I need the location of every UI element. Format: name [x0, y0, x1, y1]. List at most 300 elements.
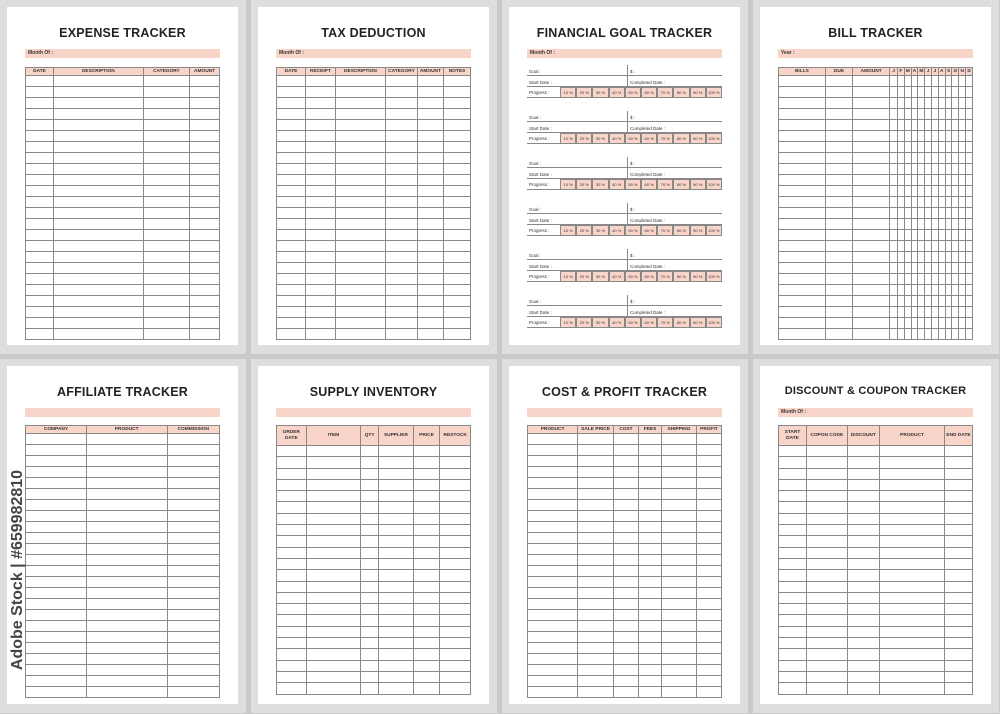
table-cell[interactable]: [167, 687, 220, 698]
table-cell[interactable]: [190, 109, 220, 120]
table-cell[interactable]: [932, 98, 939, 109]
table-cell[interactable]: [417, 263, 443, 274]
table-cell[interactable]: [890, 263, 898, 274]
table-cell[interactable]: [638, 665, 661, 676]
table-cell[interactable]: [779, 649, 807, 660]
table-cell[interactable]: [305, 208, 335, 219]
progress-cell[interactable]: 70 %: [657, 87, 673, 98]
table-cell[interactable]: [911, 263, 918, 274]
table-cell[interactable]: [578, 588, 614, 599]
table-cell[interactable]: [890, 241, 898, 252]
table-cell[interactable]: [638, 588, 661, 599]
table-cell[interactable]: [945, 98, 952, 109]
table-cell[interactable]: [443, 197, 470, 208]
table-cell[interactable]: [662, 566, 697, 577]
table-cell[interactable]: [578, 522, 614, 533]
table-cell[interactable]: [26, 230, 54, 241]
table-cell[interactable]: [443, 307, 470, 318]
table-cell[interactable]: [413, 649, 440, 660]
table-cell[interactable]: [853, 98, 890, 109]
table-cell[interactable]: [277, 252, 306, 263]
table-cell[interactable]: [443, 120, 470, 131]
table-cell[interactable]: [897, 318, 904, 329]
table-cell[interactable]: [806, 660, 847, 671]
table-cell[interactable]: [966, 329, 973, 340]
table-cell[interactable]: [528, 478, 578, 489]
table-cell[interactable]: [925, 76, 932, 87]
table-cell[interactable]: [945, 457, 973, 468]
table-cell[interactable]: [305, 98, 335, 109]
table-cell[interactable]: [932, 197, 939, 208]
table-cell[interactable]: [386, 252, 418, 263]
table-cell[interactable]: [880, 592, 945, 603]
table-cell[interactable]: [938, 307, 945, 318]
table-cell[interactable]: [86, 599, 167, 610]
table-cell[interactable]: [578, 687, 614, 698]
table-cell[interactable]: [925, 230, 932, 241]
table-cell[interactable]: [638, 632, 661, 643]
table-cell[interactable]: [53, 153, 143, 164]
table-cell[interactable]: [443, 318, 470, 329]
table-cell[interactable]: [959, 252, 966, 263]
table-cell[interactable]: [440, 626, 471, 637]
table-cell[interactable]: [806, 457, 847, 468]
table-cell[interactable]: [306, 468, 360, 479]
table-cell[interactable]: [911, 219, 918, 230]
table-cell[interactable]: [662, 610, 697, 621]
table-cell[interactable]: [662, 456, 697, 467]
table-cell[interactable]: [440, 570, 471, 581]
table-cell[interactable]: [853, 186, 890, 197]
table-cell[interactable]: [890, 98, 898, 109]
table-cell[interactable]: [190, 241, 220, 252]
table-cell[interactable]: [305, 274, 335, 285]
table-cell[interactable]: [613, 687, 638, 698]
table-cell[interactable]: [578, 654, 614, 665]
table-cell[interactable]: [952, 274, 959, 285]
table-cell[interactable]: [417, 164, 443, 175]
table-cell[interactable]: [904, 109, 911, 120]
table-cell[interactable]: [847, 626, 879, 637]
table-cell[interactable]: [86, 456, 167, 467]
table-cell[interactable]: [880, 513, 945, 524]
table-cell[interactable]: [853, 263, 890, 274]
table-cell[interactable]: [932, 329, 939, 340]
table-cell[interactable]: [853, 109, 890, 120]
table-cell[interactable]: [779, 153, 826, 164]
table-cell[interactable]: [696, 544, 721, 555]
table-cell[interactable]: [26, 153, 54, 164]
table-cell[interactable]: [86, 632, 167, 643]
table-cell[interactable]: [952, 98, 959, 109]
table-cell[interactable]: [897, 142, 904, 153]
table-cell[interactable]: [361, 502, 379, 513]
table-cell[interactable]: [277, 638, 307, 649]
table-cell[interactable]: [26, 599, 87, 610]
table-cell[interactable]: [806, 570, 847, 581]
table-cell[interactable]: [904, 241, 911, 252]
table-cell[interactable]: [379, 626, 413, 637]
table-cell[interactable]: [911, 186, 918, 197]
table-cell[interactable]: [966, 230, 973, 241]
table-cell[interactable]: [190, 175, 220, 186]
table-cell[interactable]: [379, 446, 413, 457]
table-cell[interactable]: [86, 544, 167, 555]
table-cell[interactable]: [779, 479, 807, 490]
table-cell[interactable]: [167, 665, 220, 676]
table-cell[interactable]: [528, 533, 578, 544]
table-cell[interactable]: [190, 307, 220, 318]
table-cell[interactable]: [440, 592, 471, 603]
table-cell[interactable]: [277, 558, 307, 569]
table-cell[interactable]: [386, 87, 418, 98]
table-cell[interactable]: [277, 98, 306, 109]
table-cell[interactable]: [440, 660, 471, 671]
table-cell[interactable]: [945, 570, 973, 581]
table-cell[interactable]: [578, 500, 614, 511]
progress-cell[interactable]: 80 %: [673, 225, 689, 236]
goal-line[interactable]: [527, 249, 722, 260]
progress-cell[interactable]: 90 %: [690, 179, 706, 190]
table-cell[interactable]: [932, 208, 939, 219]
table-cell[interactable]: [143, 186, 189, 197]
table-cell[interactable]: [26, 87, 54, 98]
table-cell[interactable]: [890, 153, 898, 164]
table-cell[interactable]: [386, 175, 418, 186]
table-cell[interactable]: [918, 120, 925, 131]
table-cell[interactable]: [938, 142, 945, 153]
table-cell[interactable]: [918, 197, 925, 208]
table-cell[interactable]: [417, 219, 443, 230]
table-cell[interactable]: [361, 581, 379, 592]
table-cell[interactable]: [938, 186, 945, 197]
table-cell[interactable]: [413, 513, 440, 524]
table-cell[interactable]: [528, 610, 578, 621]
table-cell[interactable]: [86, 687, 167, 698]
table-cell[interactable]: [918, 164, 925, 175]
table-cell[interactable]: [966, 76, 973, 87]
table-cell[interactable]: [167, 643, 220, 654]
table-cell[interactable]: [662, 489, 697, 500]
table-cell[interactable]: [890, 197, 898, 208]
table-cell[interactable]: [53, 120, 143, 131]
progress-cell[interactable]: 40 %: [609, 133, 625, 144]
table-cell[interactable]: [143, 241, 189, 252]
table-cell[interactable]: [945, 660, 973, 671]
table-cell[interactable]: [379, 671, 413, 682]
table-cell[interactable]: [904, 285, 911, 296]
table-cell[interactable]: [696, 632, 721, 643]
table-cell[interactable]: [779, 446, 807, 457]
table-cell[interactable]: [417, 285, 443, 296]
table-cell[interactable]: [779, 660, 807, 671]
progress-cell[interactable]: 60 %: [641, 317, 657, 328]
table-cell[interactable]: [966, 241, 973, 252]
table-cell[interactable]: [305, 318, 335, 329]
table-cell[interactable]: [443, 263, 470, 274]
table-cell[interactable]: [825, 230, 852, 241]
table-cell[interactable]: [932, 219, 939, 230]
table-cell[interactable]: [417, 120, 443, 131]
table-cell[interactable]: [306, 479, 360, 490]
table-cell[interactable]: [613, 533, 638, 544]
table-cell[interactable]: [825, 131, 852, 142]
table-cell[interactable]: [925, 285, 932, 296]
table-cell[interactable]: [959, 197, 966, 208]
table-cell[interactable]: [853, 131, 890, 142]
table-cell[interactable]: [26, 175, 54, 186]
table-cell[interactable]: [335, 318, 385, 329]
date-line[interactable]: [527, 260, 722, 271]
table-cell[interactable]: [890, 120, 898, 131]
table-cell[interactable]: [443, 208, 470, 219]
table-cell[interactable]: [966, 307, 973, 318]
table-cell[interactable]: [925, 263, 932, 274]
progress-cell[interactable]: 60 %: [641, 87, 657, 98]
table-cell[interactable]: [945, 208, 952, 219]
table-cell[interactable]: [190, 296, 220, 307]
table-cell[interactable]: [26, 489, 87, 500]
table-cell[interactable]: [413, 671, 440, 682]
progress-cell[interactable]: 30 %: [592, 317, 608, 328]
table-cell[interactable]: [806, 468, 847, 479]
table-cell[interactable]: [696, 533, 721, 544]
table-cell[interactable]: [440, 547, 471, 558]
table-cell[interactable]: [613, 632, 638, 643]
table-cell[interactable]: [86, 665, 167, 676]
table-cell[interactable]: [945, 581, 973, 592]
table-cell[interactable]: [361, 525, 379, 536]
table-cell[interactable]: [825, 87, 852, 98]
table-cell[interactable]: [379, 570, 413, 581]
table-cell[interactable]: [167, 500, 220, 511]
table-cell[interactable]: [443, 131, 470, 142]
table-cell[interactable]: [806, 536, 847, 547]
table-cell[interactable]: [167, 632, 220, 643]
month-field[interactable]: Month Of :: [778, 408, 973, 417]
table-cell[interactable]: [578, 566, 614, 577]
table-cell[interactable]: [880, 491, 945, 502]
table-cell[interactable]: [925, 87, 932, 98]
table-cell[interactable]: [379, 638, 413, 649]
table-cell[interactable]: [379, 536, 413, 547]
table-cell[interactable]: [386, 186, 418, 197]
table-cell[interactable]: [696, 456, 721, 467]
table-cell[interactable]: [528, 511, 578, 522]
table-cell[interactable]: [959, 285, 966, 296]
progress-cell[interactable]: 60 %: [641, 133, 657, 144]
table-cell[interactable]: [277, 457, 307, 468]
table-cell[interactable]: [277, 120, 306, 131]
table-cell[interactable]: [779, 98, 826, 109]
table-cell[interactable]: [847, 468, 879, 479]
table-cell[interactable]: [966, 252, 973, 263]
table-cell[interactable]: [966, 263, 973, 274]
table-cell[interactable]: [440, 671, 471, 682]
table-cell[interactable]: [190, 274, 220, 285]
table-cell[interactable]: [528, 687, 578, 698]
table-cell[interactable]: [897, 329, 904, 340]
table-cell[interactable]: [880, 479, 945, 490]
table-cell[interactable]: [167, 434, 220, 445]
table-cell[interactable]: [578, 544, 614, 555]
table-cell[interactable]: [938, 76, 945, 87]
table-cell[interactable]: [26, 329, 54, 340]
progress-cell[interactable]: 30 %: [592, 87, 608, 98]
table-cell[interactable]: [847, 604, 879, 615]
table-cell[interactable]: [911, 164, 918, 175]
table-cell[interactable]: [938, 230, 945, 241]
table-cell[interactable]: [26, 142, 54, 153]
table-cell[interactable]: [143, 109, 189, 120]
table-cell[interactable]: [952, 296, 959, 307]
table-cell[interactable]: [26, 274, 54, 285]
table-cell[interactable]: [779, 468, 807, 479]
table-cell[interactable]: [938, 197, 945, 208]
table-cell[interactable]: [880, 468, 945, 479]
table-cell[interactable]: [190, 87, 220, 98]
table-cell[interactable]: [779, 296, 826, 307]
table-cell[interactable]: [167, 445, 220, 456]
table-cell[interactable]: [938, 285, 945, 296]
progress-cell[interactable]: 100 %: [706, 225, 722, 236]
table-cell[interactable]: [386, 241, 418, 252]
table-cell[interactable]: [305, 197, 335, 208]
table-cell[interactable]: [853, 296, 890, 307]
table-cell[interactable]: [277, 581, 307, 592]
table-cell[interactable]: [779, 329, 826, 340]
table-cell[interactable]: [806, 558, 847, 569]
table-cell[interactable]: [638, 489, 661, 500]
table-cell[interactable]: [662, 467, 697, 478]
table-cell[interactable]: [613, 577, 638, 588]
table-cell[interactable]: [306, 649, 360, 660]
progress-cell[interactable]: 20 %: [576, 179, 592, 190]
table-cell[interactable]: [167, 599, 220, 610]
table-cell[interactable]: [911, 208, 918, 219]
table-cell[interactable]: [696, 621, 721, 632]
table-cell[interactable]: [578, 665, 614, 676]
table-cell[interactable]: [53, 252, 143, 263]
table-cell[interactable]: [361, 457, 379, 468]
progress-cell[interactable]: 10 %: [560, 179, 576, 190]
progress-cell[interactable]: 100 %: [706, 271, 722, 282]
table-cell[interactable]: [277, 649, 307, 660]
table-cell[interactable]: [26, 98, 54, 109]
table-cell[interactable]: [277, 274, 306, 285]
table-cell[interactable]: [26, 445, 87, 456]
table-cell[interactable]: [945, 649, 973, 660]
table-cell[interactable]: [277, 626, 307, 637]
table-cell[interactable]: [305, 87, 335, 98]
progress-cell[interactable]: 40 %: [609, 317, 625, 328]
table-cell[interactable]: [440, 457, 471, 468]
table-cell[interactable]: [696, 676, 721, 687]
table-cell[interactable]: [277, 513, 307, 524]
table-cell[interactable]: [277, 197, 306, 208]
table-cell[interactable]: [361, 479, 379, 490]
table-cell[interactable]: [578, 621, 614, 632]
table-cell[interactable]: [880, 446, 945, 457]
table-cell[interactable]: [335, 142, 385, 153]
table-cell[interactable]: [26, 197, 54, 208]
table-cell[interactable]: [945, 468, 973, 479]
table-cell[interactable]: [361, 446, 379, 457]
table-cell[interactable]: [696, 500, 721, 511]
table-cell[interactable]: [26, 544, 87, 555]
table-cell[interactable]: [305, 186, 335, 197]
table-cell[interactable]: [143, 208, 189, 219]
table-cell[interactable]: [306, 626, 360, 637]
table-cell[interactable]: [952, 175, 959, 186]
table-cell[interactable]: [945, 547, 973, 558]
table-cell[interactable]: [417, 131, 443, 142]
table-cell[interactable]: [945, 446, 973, 457]
table-cell[interactable]: [528, 544, 578, 555]
table-cell[interactable]: [662, 665, 697, 676]
table-cell[interactable]: [779, 457, 807, 468]
progress-cell[interactable]: 90 %: [690, 133, 706, 144]
table-cell[interactable]: [638, 478, 661, 489]
table-cell[interactable]: [966, 186, 973, 197]
table-cell[interactable]: [578, 632, 614, 643]
table-cell[interactable]: [528, 500, 578, 511]
table-cell[interactable]: [952, 285, 959, 296]
table-cell[interactable]: [945, 219, 952, 230]
table-cell[interactable]: [853, 285, 890, 296]
table-cell[interactable]: [417, 241, 443, 252]
table-cell[interactable]: [966, 131, 973, 142]
table-cell[interactable]: [932, 285, 939, 296]
table-cell[interactable]: [417, 208, 443, 219]
table-cell[interactable]: [335, 263, 385, 274]
table-cell[interactable]: [379, 649, 413, 660]
table-cell[interactable]: [853, 252, 890, 263]
table-cell[interactable]: [361, 547, 379, 558]
table-cell[interactable]: [779, 604, 807, 615]
table-cell[interactable]: [945, 604, 973, 615]
table-cell[interactable]: [825, 197, 852, 208]
table-cell[interactable]: [662, 577, 697, 588]
table-cell[interactable]: [938, 219, 945, 230]
table-cell[interactable]: [890, 296, 898, 307]
table-cell[interactable]: [53, 98, 143, 109]
table-cell[interactable]: [880, 671, 945, 682]
table-cell[interactable]: [277, 186, 306, 197]
table-cell[interactable]: [306, 525, 360, 536]
table-cell[interactable]: [190, 329, 220, 340]
table-cell[interactable]: [305, 153, 335, 164]
table-cell[interactable]: [918, 87, 925, 98]
table-cell[interactable]: [847, 592, 879, 603]
table-cell[interactable]: [190, 153, 220, 164]
table-cell[interactable]: [925, 241, 932, 252]
table-cell[interactable]: [335, 208, 385, 219]
progress-cell[interactable]: 30 %: [592, 179, 608, 190]
table-cell[interactable]: [379, 660, 413, 671]
table-cell[interactable]: [696, 643, 721, 654]
table-cell[interactable]: [938, 263, 945, 274]
table-cell[interactable]: [918, 296, 925, 307]
table-cell[interactable]: [662, 522, 697, 533]
table-cell[interactable]: [911, 98, 918, 109]
table-cell[interactable]: [880, 525, 945, 536]
table-cell[interactable]: [904, 307, 911, 318]
table-cell[interactable]: [386, 76, 418, 87]
table-cell[interactable]: [53, 307, 143, 318]
table-cell[interactable]: [696, 687, 721, 698]
table-cell[interactable]: [306, 638, 360, 649]
